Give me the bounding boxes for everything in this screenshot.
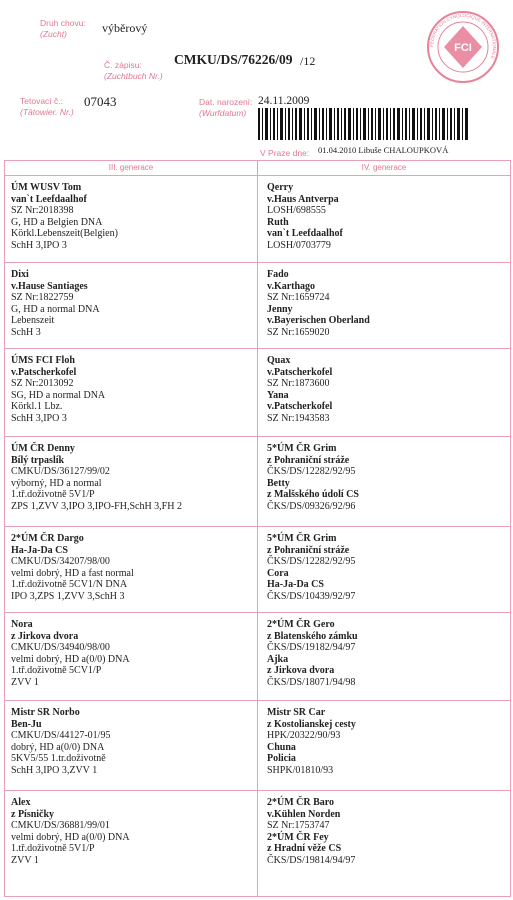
document-header [0, 0, 513, 160]
praze-label: V Praze dne: [260, 148, 310, 158]
generation-4-entry [267, 533, 355, 603]
entry-line: 1.tř.doživotně 5V1/P [11, 489, 95, 501]
registration-suffix: /12 [300, 54, 316, 68]
entry-line: z Pohraniční stráže [267, 454, 350, 466]
entry-line: ČKS/DS/09326/92/96 [267, 500, 356, 512]
entry-line: Chuna [267, 741, 296, 753]
entry-line: ZPS 1,ZVV 3,IPO 3,IPO-FH,SchH 3,FH 2 [11, 500, 182, 512]
entry-line: 2*ÚM ČR Gero [267, 619, 335, 630]
druh-value: výběrový [102, 21, 148, 35]
generation-4-entry [267, 269, 370, 339]
entry-line: 1.tř.doživotně 5V1/P [11, 843, 95, 855]
entry-line: CMKU/DS/36127/99/02 [11, 466, 110, 478]
column-divider [257, 160, 258, 896]
entry-line: IPO 3,ZPS 1,ZVV 3,SchH 3 [11, 590, 125, 602]
entry-line: Quax [267, 355, 291, 366]
generation-3-entry [11, 707, 110, 777]
generation-3-entry [11, 533, 134, 603]
entry-line: SZ Nr:1659724 [267, 292, 330, 304]
row-divider [5, 526, 510, 527]
entry-line: v.Kühlen Norden [267, 808, 341, 820]
entry-line: ČKS/DS/18071/94/98 [267, 676, 356, 688]
entry-line: 2*ÚM ČR Baro [267, 797, 335, 808]
entry-line: SchH 3,IPO 3 [11, 239, 67, 251]
entry-line: Ha-Ja-Da CS [11, 544, 68, 556]
row-divider [5, 612, 510, 613]
entry-line: Dixi [11, 269, 29, 280]
entry-line: v.Bayerischen Oberland [267, 315, 370, 327]
generation-3-entry [11, 269, 100, 339]
entry-line: ČKS/DS/10439/92/97 [267, 590, 356, 602]
entry-line: SG, HD a normal DNA [11, 389, 106, 401]
registration-number: CMKU/DS/76226/09 [174, 52, 293, 67]
entry-line: ČKS/DS/12282/92/95 [267, 466, 356, 478]
row-divider [5, 348, 510, 349]
entry-line: SchH 3,IPO 3,ZVV 1 [11, 764, 98, 776]
generation-3-entry [11, 355, 105, 425]
entry-line: SZ Nr:1753747 [267, 820, 330, 832]
generation-4-entry [267, 797, 355, 867]
column-header-generation-3: III. generace [5, 160, 257, 176]
entry-line: SZ Nr:1822759 [11, 292, 74, 304]
entry-line: HPK/20322/90/93 [267, 730, 341, 742]
entry-line: velmi dobrý, HD a fast normal [11, 567, 134, 579]
entry-line: z Hradní věže CS [267, 843, 342, 855]
entry-line: z Kostolianskej cesty [267, 718, 356, 730]
entry-line: CMKU/DS/34207/98/00 [11, 556, 110, 568]
narozeni-label: Dat. narození: (Wurfdatum) [199, 97, 253, 118]
column-header-generation-4: IV. generace [258, 160, 510, 176]
entry-line: Policia [267, 753, 296, 765]
generation-4-entry [267, 619, 358, 689]
entry-line: z Blatenského zámku [267, 630, 358, 642]
entry-line: Yana [267, 389, 289, 401]
entry-line: ÚM ČR Denny [11, 443, 75, 454]
entry-line: Fado [267, 269, 289, 280]
entry-line: Mistr SR Car [267, 707, 326, 718]
entry-line: Lebenszeit [11, 315, 55, 327]
entry-line: z Jirkova dvora [267, 665, 335, 677]
entry-line: CMKU/DS/34940/98/00 [11, 642, 110, 654]
entry-line: v.Karthago [267, 280, 316, 292]
entry-line: 2*ÚM ČR Fey [267, 831, 329, 843]
entry-line: ÚM WUSV Tom [11, 182, 82, 193]
entry-line: v.Patscherkofel [267, 401, 333, 413]
entry-line: ZVV 1 [11, 676, 39, 688]
entry-line: v.Hause Santiages [11, 280, 88, 292]
entry-line: z Písničky [11, 808, 55, 820]
generation-3-entry [11, 443, 182, 513]
entry-line: velmi dobrý, HD a(0/0) DNA [11, 831, 130, 843]
generation-4-entry [267, 443, 359, 513]
entry-line: SchH 3 [11, 326, 41, 338]
entry-line: 5*ÚM ČR Grim [267, 533, 337, 544]
entry-line: v.Patscherkofel [11, 366, 77, 378]
entry-line: SHPK/01810/93 [267, 764, 334, 776]
generation-4-entry [267, 707, 356, 777]
entry-line: v.Haus Antverpa [267, 193, 339, 205]
entry-line: Ha-Ja-Da CS [267, 579, 324, 591]
entry-line: 1.tř.doživotně 5CV1/P [11, 665, 102, 677]
entry-line: dobrý, HD a(0/0) DNA [11, 741, 105, 753]
entry-line: SZ Nr:2013092 [11, 378, 74, 390]
entry-line: ČKS/DS/12282/92/95 [267, 556, 356, 568]
entry-line: z Pohraniční stráže [267, 544, 350, 556]
row-divider [5, 262, 510, 263]
svg-text:FÉDÉRATION CYNOLOGIQUE INTERNA: FÉDÉRATION CYNOLOGIQUE INTERNATIONALE [428, 12, 498, 60]
generation-4-entry [267, 182, 343, 252]
entry-line: Mistr SR Norbo [11, 707, 80, 718]
issue-date-signature: 01.04.2010 Libuše CHALOUPKOVÁ [318, 145, 449, 155]
entry-line: ČKS/DS/19182/94/97 [267, 642, 356, 654]
generation-3-entry [11, 797, 130, 867]
entry-line: CMKU/DS/44127-01/95 [11, 730, 111, 742]
pedigree-table [4, 160, 511, 897]
entry-line: Ben-Ju [11, 718, 42, 730]
entry-line: Alex [11, 797, 31, 808]
druh-label: Druh chovu: (Zucht) [40, 18, 86, 39]
svg-text:FCI: FCI [454, 42, 472, 54]
entry-line: LOSH/698555 [267, 205, 326, 217]
entry-line: ZVV 1 [11, 854, 39, 866]
entry-line: Betty [267, 477, 290, 489]
entry-line: z Jirkova dvora [11, 630, 79, 642]
entry-line: ÚMS FCI Floh [11, 355, 75, 366]
entry-line: Cora [267, 567, 289, 579]
entry-line: z Malšského údolí CS [267, 489, 359, 501]
entry-line: 2*ÚM ČR Dargo [11, 533, 84, 544]
barcode-icon [258, 108, 468, 140]
zapis-label: Č. zápisu: (Zuchtbuch Nr.) [104, 60, 163, 81]
tattoo-number: 07043 [84, 94, 117, 109]
entry-line: Körkl.Lebenszeit(Belgien) [11, 228, 118, 240]
entry-line: van`t Leefdaalhof [267, 228, 343, 240]
entry-line: velmi dobrý, HD a(0/0) DNA [11, 653, 130, 665]
entry-line: Qerry [267, 182, 294, 193]
fci-logo-icon [426, 10, 500, 84]
entry-line: 1.tř.doživotně 5CV1/N DNA [11, 579, 128, 591]
entry-line: SchH 3,IPO 3 [11, 412, 67, 424]
entry-line: ČKS/DS/19814/94/97 [267, 854, 356, 866]
entry-line: Ajka [267, 653, 289, 665]
birth-date: 24.11.2009 [258, 95, 310, 107]
entry-line: SZ Nr:1943583 [267, 412, 330, 424]
entry-line: v.Patscherkofel [267, 366, 333, 378]
entry-line: 5KV5/55 1.tr.doživotně [11, 753, 106, 765]
entry-line: CMKU/DS/36881/99/01 [11, 820, 110, 832]
entry-line: SZ Nr:2018398 [11, 205, 74, 217]
entry-line: G, HD a normal DNA [11, 303, 100, 315]
entry-line: Bílý trpaslík [11, 454, 65, 466]
generation-3-entry [11, 182, 118, 252]
entry-line: Jenny [267, 303, 293, 315]
tetovani-label: Tetovací č.: (Tätowier. Nr.) [20, 96, 74, 117]
entry-line: Ruth [267, 216, 289, 228]
row-divider [5, 436, 510, 437]
generation-3-entry [11, 619, 130, 689]
entry-line: výborný, HD a normal [11, 477, 102, 489]
entry-line: SZ Nr:1659020 [267, 326, 330, 338]
entry-line: G, HD a Belgien DNA [11, 216, 103, 228]
entry-line: van`t Leefdaalhof [11, 193, 87, 205]
row-divider [5, 790, 510, 791]
entry-line: 5*ÚM ČR Grim [267, 443, 337, 454]
generation-4-entry [267, 355, 332, 425]
row-divider [5, 700, 510, 701]
entry-line: SZ Nr:1873600 [267, 378, 330, 390]
entry-line: LOSH/0703779 [267, 239, 331, 251]
entry-line: Nora [11, 619, 33, 630]
entry-line: Körkl.1 Lbz. [11, 401, 63, 413]
